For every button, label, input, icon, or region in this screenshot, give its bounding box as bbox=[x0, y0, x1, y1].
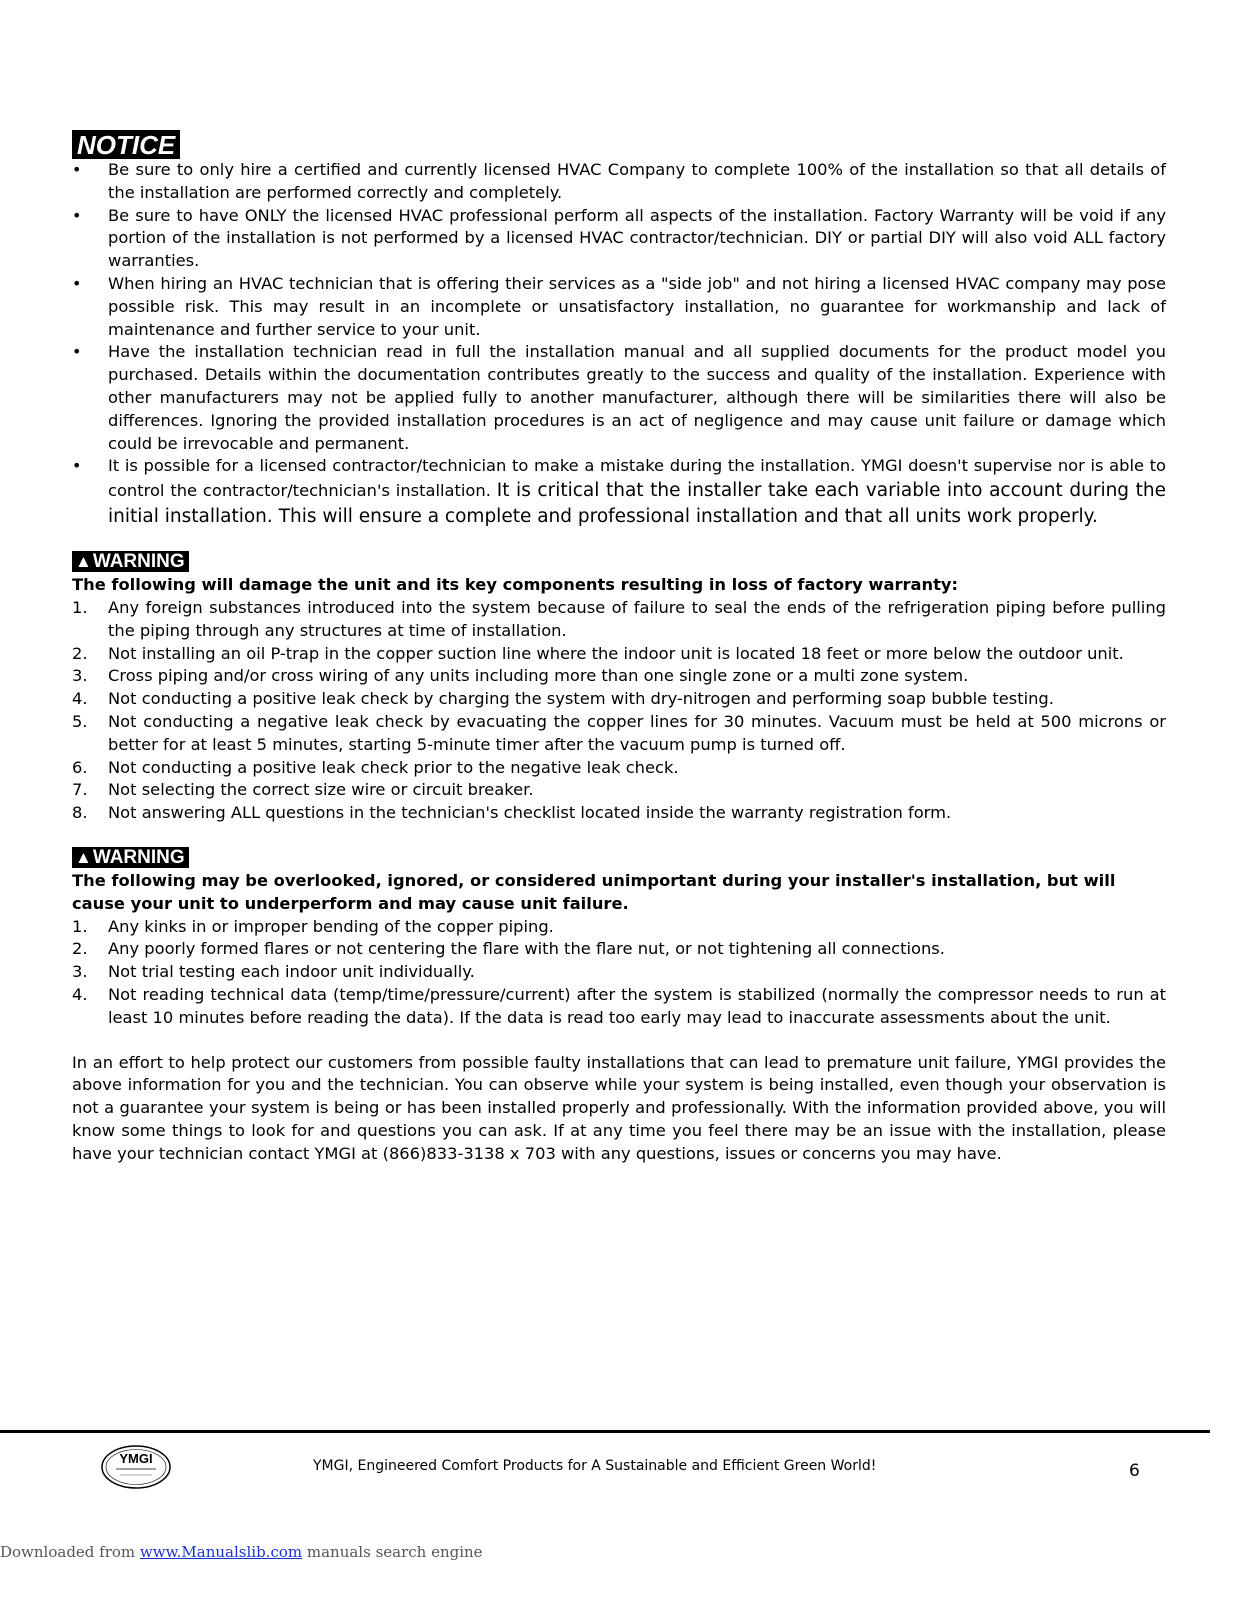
download-notice: Downloaded from www.Manualslib.com manuals search engine bbox=[0, 1543, 483, 1561]
page-content bbox=[72, 130, 1166, 1182]
notice-list bbox=[72, 159, 1166, 529]
notice-item: • Have the installation technician read in full the installation manual and all supplied documents for the product model you purchased. Details within the documentation contributes greatly to the success and quality of the installation. Experience with other manufacturers may not be applied fully to another manufacturer, although there will be similarities there will also be differences. Ignoring the provided installation procedures is an act of negligence and may cause unit failure or damage which could be irrevocable and permanent. bbox=[72, 341, 1166, 455]
warning-list bbox=[72, 597, 1166, 825]
list-item: 4. Not reading technical data (temp/time/pressure/current) after the system is stabilized (normally the compressor needs to run at least 10 minutes before reading the data). If the data is read too early may lead to inaccurate assessments about the unit. bbox=[72, 984, 1166, 1027]
list-item: 7. Not selecting the correct size wire or circuit breaker. bbox=[72, 780, 534, 800]
warning-lead: The following may be overlooked, ignored, or considered unimportant during your installer's installation, but will cause your unit to underperform and may cause unit failure. bbox=[72, 870, 1116, 913]
list-item: 8. Not answering ALL questions in the technician's checklist located inside the warranty registration form. bbox=[72, 803, 952, 823]
list-item: 6. Not conducting a positive leak check prior to the negative leak check. bbox=[72, 757, 679, 777]
page-number: 6 bbox=[1129, 1461, 1140, 1481]
warning-triangle-icon: ▲ bbox=[75, 847, 92, 867]
list-item: 2. Not installing an oil P-trap in the copper suction line where the indoor unit is located 18 feet or more below the outdoor unit. bbox=[72, 643, 1124, 663]
notice-badge: NOTICE bbox=[72, 130, 180, 159]
notice-item-text: It is possible for a licensed contractor/technician to make a mistake during the installation. YMGI doesn't supervise nor is able to control the contractor/technician's installation. bbox=[108, 456, 1166, 501]
warning-lead: The following will damage the unit and its key components resulting in loss of factory warranty: bbox=[72, 575, 958, 595]
warning-label: WARNING bbox=[92, 551, 185, 573]
list-item: 5. Not conducting a negative leak check by evacuating the copper lines for 30 minutes. Vacuum must be held at 500 microns or better for at least 5 minutes, starting 5-minute timer after the vacuum pump is turned off. bbox=[72, 711, 1166, 754]
notice-item bbox=[72, 455, 1166, 529]
notice-item: • When hiring an HVAC technician that is offering their services as a "side job" and not hiring a licensed HVAC company may pose possible risk. This may result in an incomplete or unsatisfactory installation, no guarantee for workmanship and lack of maintenance and further service to your unit. bbox=[72, 273, 1166, 341]
footer-divider bbox=[0, 1430, 1210, 1433]
manualslib-link[interactable]: www.Manualslib.com bbox=[139, 1543, 303, 1561]
list-item: 3. Not trial testing each indoor unit individually. bbox=[72, 962, 475, 982]
warning-triangle-icon: ▲ bbox=[75, 552, 92, 572]
list-item: 1. Any foreign substances introduced into the system because of failure to seal the ends of the refrigeration piping before pulling the piping through any structures at time of installation. bbox=[72, 597, 1166, 640]
footer-tagline: YMGI, Engineered Comfort Products for A Sustainable and Efficient Green World! bbox=[313, 1458, 877, 1474]
list-item: 2. Any poorly formed flares or not centering the flare with the flare nut, or not tightening all connections. bbox=[72, 939, 945, 959]
notice-item: • Be sure to have ONLY the licensed HVAC professional perform all aspects of the installation. Factory Warranty will be void if any portion of the installation is not performed by a licensed HVAC contractor/technician. DIY or partial DIY will also void ALL factory warranties. bbox=[72, 205, 1166, 273]
notice-item-emphasis: It is critical that the installer take each variable into account during the initial installation. This will ensure a complete and professional installation and that all units work properly. bbox=[108, 480, 1166, 527]
list-item: 4. Not conducting a positive leak check by charging the system with dry-nitrogen and performing soap bubble testing. bbox=[72, 689, 1054, 709]
notice-item: • Be sure to only hire a certified and currently licensed HVAC Company to complete 100% of the installation so that all details of the installation are performed correctly and completely. bbox=[72, 159, 1166, 205]
closing-paragraph: In an effort to help protect our customers from possible faulty installations that can lead to premature unit failure, YMGI provides the above information for you and the technician. You can observe while your system is being installed, even though your observation is not a guarantee your system is being or has been installed properly and professionally. With the information provided above, you will know some things to look for and questions you can ask. If at any time you feel there may be an issue with the installation, please have your technician contact YMGI at (866)833-3138 x 703 with any questions, issues or concerns you may have. bbox=[72, 1052, 1166, 1163]
list-item: 3. Cross piping and/or cross wiring of any units including more than one single zone or a multi zone system. bbox=[72, 666, 969, 686]
list-item: 1. Any kinks in or improper bending of the copper piping. bbox=[72, 916, 554, 936]
logo-text: YMGI bbox=[119, 1451, 153, 1466]
warning-label: WARNING bbox=[92, 846, 185, 868]
warning-badge bbox=[72, 847, 189, 868]
warning-list bbox=[72, 916, 1166, 1030]
ymgi-logo-icon bbox=[100, 1443, 172, 1491]
warning-badge bbox=[72, 551, 189, 572]
